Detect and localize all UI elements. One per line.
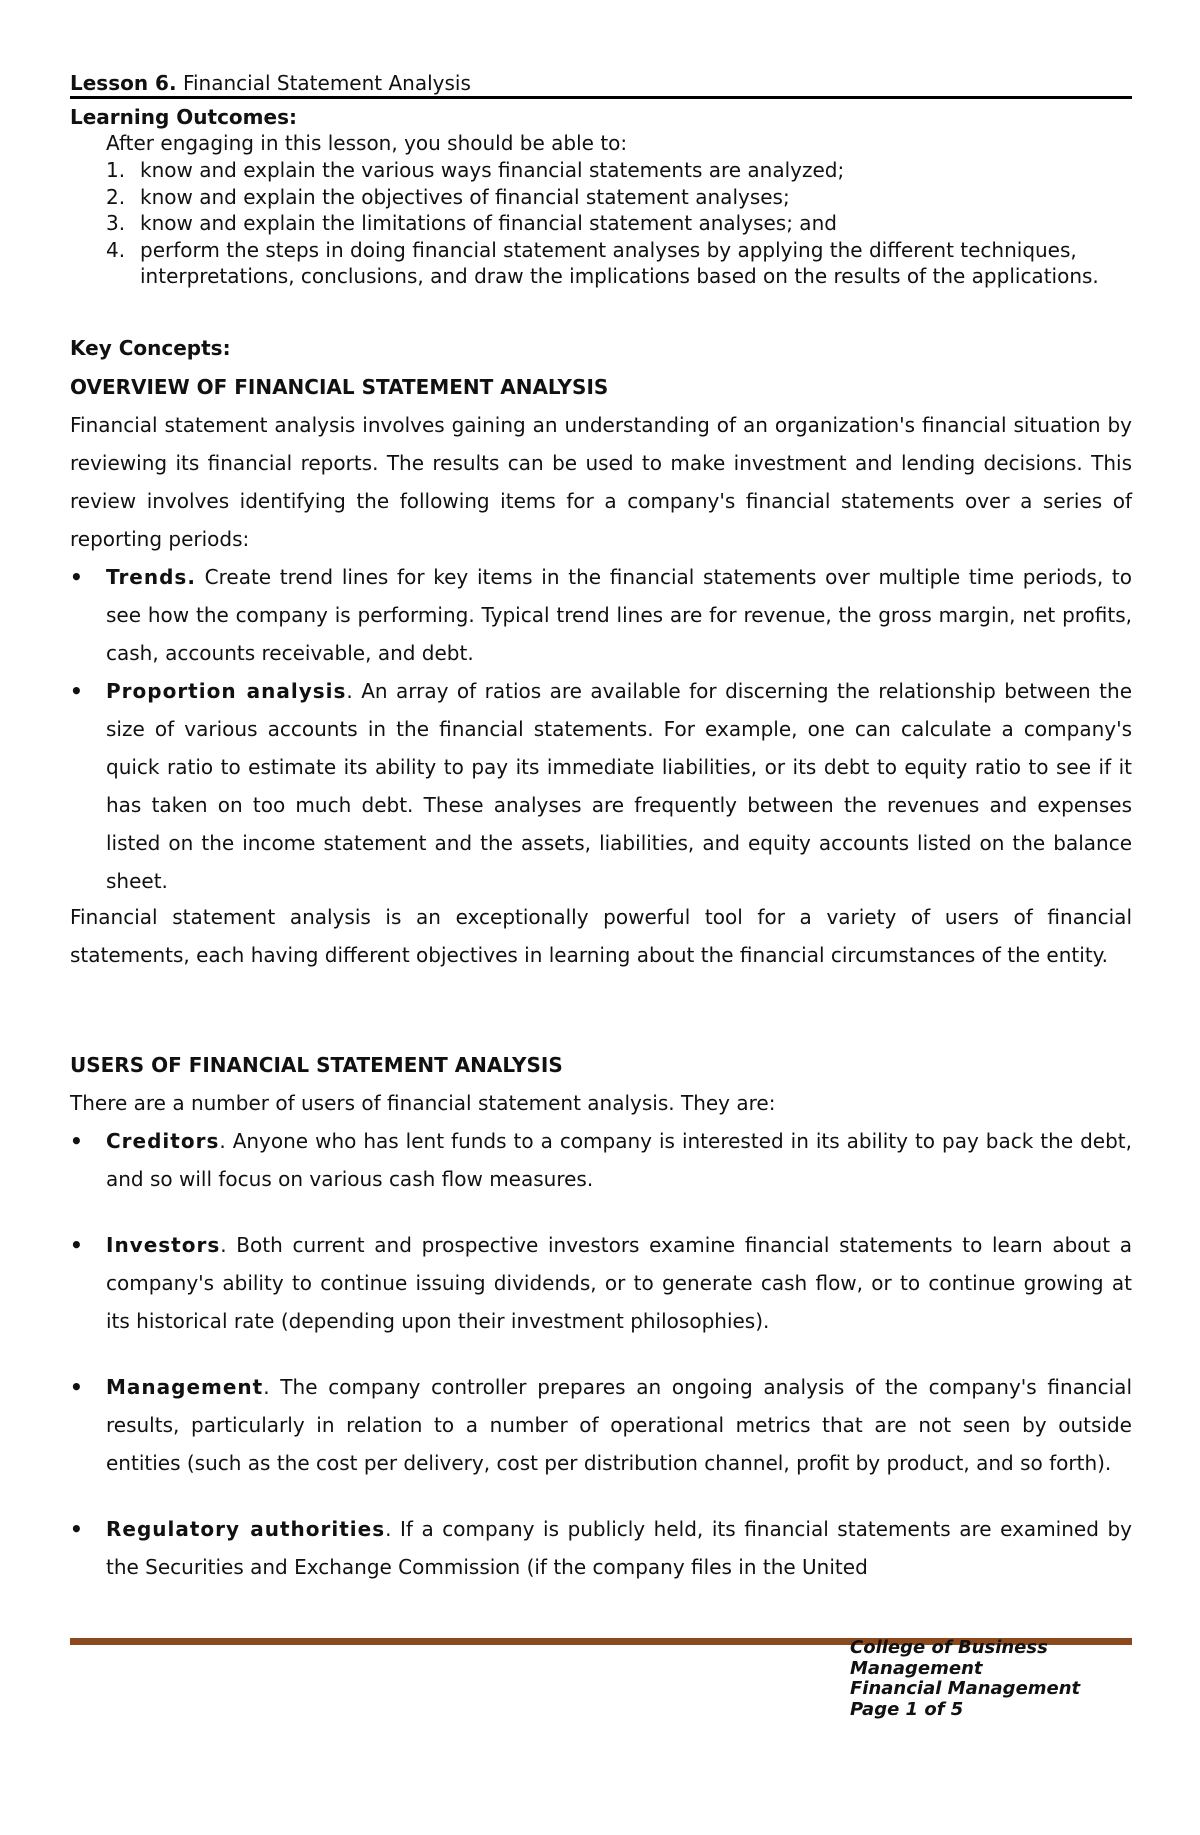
list-item (106, 184, 1132, 211)
learning-outcomes-list (106, 157, 1132, 290)
bullet-text: . If a company is publicly held, its financial statements are examined by the Securities and Exchange Commission (if the company files in the United (106, 1517, 1132, 1579)
bullet-icon: • (70, 565, 83, 589)
learning-outcomes-intro: After engaging in this lesson, you should be able to: (106, 131, 628, 155)
footer-college: College of Business (850, 1637, 1048, 1658)
item-number: 2. (106, 184, 126, 209)
list-item (70, 1226, 1132, 1340)
list-item (70, 1122, 1132, 1198)
item-text: know and explain the objectives of financial statement analyses; (140, 184, 790, 209)
list-item (106, 210, 1132, 237)
users-intro-paragraph: There are a number of users of financial statement analysis. They are: (70, 1091, 776, 1115)
item-text: perform the steps in doing financial statement analyses by applying the different techniques, interpretations, conclusions, and draw the implications based on the results of the applications. (140, 237, 1099, 288)
item-number: 4. (106, 237, 126, 262)
learning-outcomes-title: Learning Outcomes: (70, 105, 297, 129)
bullet-text: Create trend lines for key items in the financial statements over multiple time periods, to see how the company is performing. Typical trend lines are for revenue, the gross margin, net profits, cash, accounts receivable, and debt. (106, 565, 1132, 665)
list-item (70, 558, 1132, 672)
bullet-text: . The company controller prepares an ongoing analysis of the company's financial results, particularly in relation to a number of operational metrics that are not seen by outside entities (such as the cost per delivery, cost per distribution channel, profit by product, and so forth). (106, 1375, 1132, 1475)
bullet-icon: • (70, 679, 83, 703)
item-number: 3. (106, 211, 126, 235)
bullet-icon: • (70, 1233, 83, 1257)
item-text: know and explain the various ways financial statements are analyzed; (140, 158, 845, 182)
key-concepts-title: Key Concepts: (70, 336, 231, 360)
bullet-term: Regulatory authorities (106, 1517, 386, 1541)
users-bullet-list (70, 1122, 1132, 1586)
list-item (70, 672, 1132, 900)
overview-intro-paragraph: Financial statement analysis involves gaining an understanding of an organization's financial situation by reviewing its financial reports. The results can be used to make investment and lending decisions. This review involves identifying the following items for a company's financial statements over a series of reporting periods: (70, 413, 1132, 551)
list-item (70, 1510, 1132, 1586)
lesson-title: Financial Statement Analysis (182, 71, 471, 95)
bullet-term: Trends. (106, 565, 196, 589)
bullet-text: . Both current and prospective investors examine financial statements to learn about a company's ability to continue issuing dividends, or to generate cash flow, or to continue growing at its historical rate (depending upon their investment philosophies). (106, 1233, 1132, 1333)
header-rule (70, 96, 1132, 99)
footer-page-number: Page 1 of 5 (850, 1698, 964, 1720)
overview-section-title: OVERVIEW OF FINANCIAL STATEMENT ANALYSIS (70, 375, 609, 399)
bullet-term: Creditors (106, 1129, 220, 1153)
list-item (70, 1368, 1132, 1482)
bullet-icon: • (70, 1517, 83, 1541)
lesson-label: Lesson 6. (70, 71, 177, 95)
overview-closing-paragraph: Financial statement analysis is an exceptionally powerful tool for a variety of users of financial statements, each having different objectives in learning about the financial circumstances of the entity. (70, 905, 1132, 967)
lesson-header (70, 70, 1132, 96)
footer-course: Financial Management (850, 1678, 1081, 1699)
item-text: know and explain the limitations of financial statement analyses; and (140, 211, 837, 235)
bullet-icon: • (70, 1129, 83, 1153)
item-number: 1. (106, 158, 126, 182)
footer-department: Management (850, 1657, 983, 1679)
bullet-term: Proportion analysis (106, 679, 347, 703)
list-item (106, 237, 1132, 290)
list-item (106, 157, 1132, 184)
bullet-term: Management (106, 1375, 264, 1399)
bullet-icon: • (70, 1375, 83, 1399)
bullet-text: . An array of ratios are available for discerning the relationship between the size of various accounts in the financial statements. For example, one can calculate a company's quick ratio to estimate its ability to pay its immediate liabilities, or its debt to equity ratio to see if it has taken on too much debt. These analyses are frequently between the revenues and expenses listed on the income statement and the assets, liabilities, and equity accounts listed on the balance sheet. (106, 679, 1132, 893)
bullet-term: Investors (106, 1233, 221, 1257)
page-footer (850, 1638, 1150, 1720)
bullet-text: . Anyone who has lent funds to a company is interested in its ability to pay back the debt, and so will focus on various cash flow measures. (106, 1129, 1132, 1191)
users-section-title: USERS OF FINANCIAL STATEMENT ANALYSIS (70, 1053, 563, 1077)
overview-bullet-list (70, 558, 1132, 900)
